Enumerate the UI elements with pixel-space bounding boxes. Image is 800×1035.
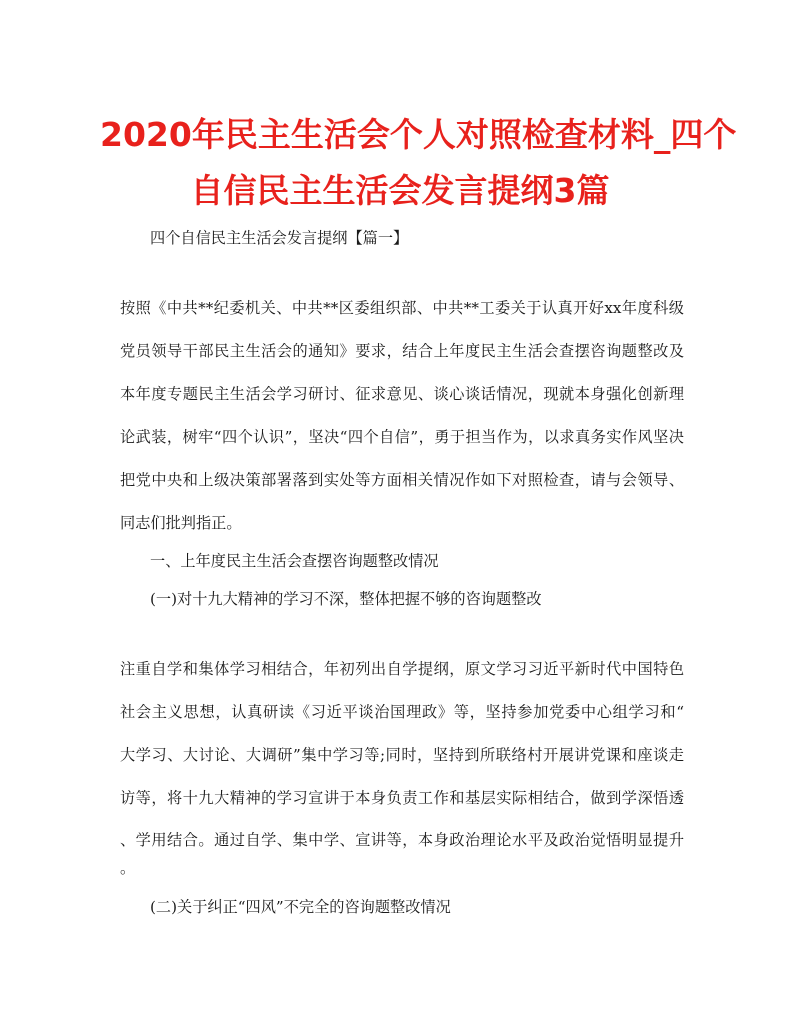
- subheading-2: (二)关于纠正“四风”不完全的咨询题整改情况: [150, 898, 451, 916]
- subheading-1: (一)对十九大精神的学习不深，整体把握不够的咨询题整改: [150, 590, 542, 608]
- heading-1: 一、上年度民主生活会查摆咨询题整改情况: [150, 552, 439, 570]
- body-line-6: 。: [120, 859, 136, 877]
- body-line-1: 注重自学和集体学习相结合，年初列出自学提纲，原文学习习近平新时代中国特色: [120, 660, 684, 678]
- document-title-line-2: 自信民主生活会发言提纲3篇: [190, 171, 610, 210]
- section-heading: 四个自信民主生活会发言提纲【篇一】: [150, 229, 409, 247]
- body-line-4: 访等，将十九大精神的学习宣讲于本身负责工作和基层实际相结合，做到学深悟透: [120, 789, 684, 807]
- intro-line-5: 把党中央和上级决策部署落到实处等方面相关情况作如下对照检查，请与会领导、: [120, 471, 684, 489]
- body-line-5: 、学用结合。通过自学、集中学、宣讲等，本身政治理论水平及政治觉悟明显提升: [120, 831, 684, 849]
- document-title-line-1: 2020年民主生活会个人对照检查材料_四个: [100, 115, 737, 154]
- intro-line-2: 党员领导干部民主生活会的通知》要求，结合上年度民主生活会查摆咨询题整改及: [120, 342, 684, 360]
- intro-line-3: 本年度专题民主生活会学习研讨、征求意见、谈心谈话情况，现就本身强化创新理: [120, 385, 684, 403]
- intro-line-1: 按照《中共**纪委机关、中共**区委组织部、中共**工委关于认真开好xx年度科级: [120, 299, 684, 317]
- intro-line-6: 同志们批判指正。: [120, 514, 242, 532]
- body-line-2: 社会主义思想，认真研读《习近平谈治国理政》等，坚持参加党委中心组学习和“: [120, 703, 684, 721]
- body-line-3: 大学习、大讨论、大调研”集中学习等;同时，坚持到所联络村开展讲党课和座谈走: [120, 746, 684, 764]
- intro-line-4: 论武装，树牢“四个认识”，坚决“四个自信”，勇于担当作为，以求真务实作风坚决: [120, 428, 684, 446]
